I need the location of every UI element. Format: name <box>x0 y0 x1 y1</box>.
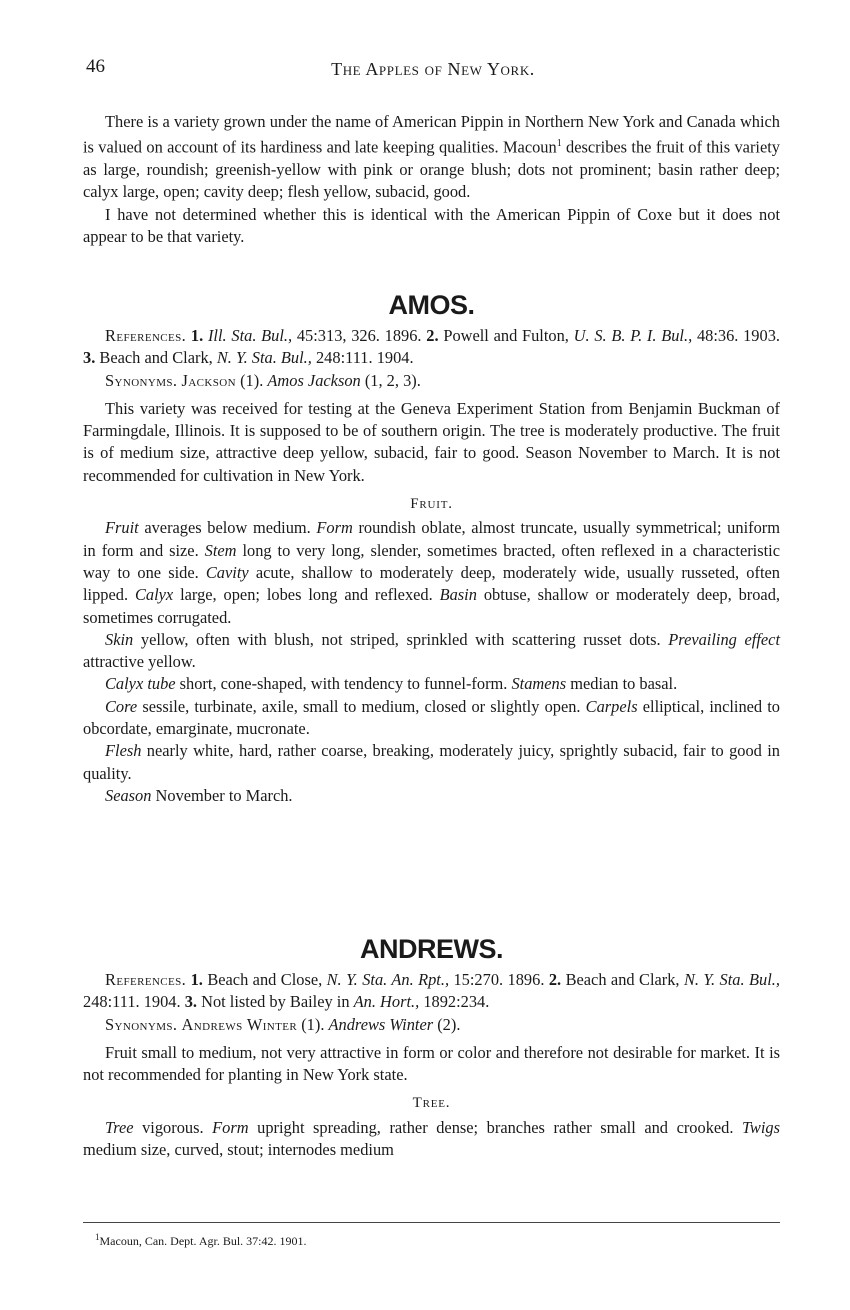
term-text: median to basal. <box>566 674 678 694</box>
term-text: vigorous. <box>133 1117 213 1137</box>
ref-publication: N. Y. Sta. Bul., <box>683 970 780 989</box>
andrews-section <box>83 932 780 1161</box>
term-text: upright spreading, rather dense; branches rather small and crooked. <box>248 1117 743 1137</box>
footnote-text: Macoun, Can. Dept. Agr. Bul. 37:42. 1901. <box>99 1234 307 1248</box>
term: Tree <box>105 1117 134 1137</box>
amos-skin-paragraph <box>83 629 780 674</box>
synonym-ref: (1, 2, 3). <box>364 370 421 390</box>
ref-number: 2. <box>426 326 439 345</box>
term: Form <box>316 518 353 538</box>
term-text: long to very long, slender, sometimes bracted, often reflexed in a characteristic way to one side. <box>83 540 780 582</box>
synonyms-label: Synonyms. <box>105 1014 178 1034</box>
term-text: nearly white, hard, rather coarse, breaking, moderately juicy, sprightly subacid, fair to good in quality. <box>83 741 780 783</box>
ref-author: Beach and Clark, <box>565 970 680 989</box>
term-text: averages below medium. <box>138 518 317 538</box>
andrews-tree-paragraph <box>83 1117 780 1162</box>
intro-paragraph-1 <box>83 111 780 204</box>
ref-citation: 15:270. 1896. <box>453 970 545 989</box>
ref-number: 3. <box>83 348 96 368</box>
amos-description: This variety was received for testing at the Geneva Experiment Station from Benjamin Buckman of Farmingdale, Illinois. It is supposed to be of southern origin. The tree is moderately productive. The fruit is of medium size, attractive deep yellow, subacid, fair to good. Season November to March. It is not recommended for cultivation in New York. <box>83 398 780 485</box>
amos-title: AMOS. <box>388 290 475 320</box>
ref-publication: N. Y. Sta. Bul., <box>216 348 312 368</box>
intro-section <box>83 111 780 248</box>
ref-author: Beach and Clark, <box>99 348 213 368</box>
synonym: Amos Jackson <box>267 370 361 390</box>
running-title: The Apples of New York. <box>331 59 535 79</box>
term: Twigs <box>742 1117 780 1137</box>
ref-citation: 248:111. 1904. <box>315 348 414 368</box>
ref-citation: 248:111. 1904. <box>83 992 181 1012</box>
references-label: References. <box>105 326 187 345</box>
page-header <box>86 56 780 86</box>
ref-citation: 1892:234. <box>423 992 490 1012</box>
footnote-ref: 1 <box>556 138 562 150</box>
intro-text-b: describes the fruit of this variety as large, roundish; greenish-yellow with pink or orange blush; dots not prominent; basin rather deep; calyx large, open; cavity deep; flesh yellow, subacid, good. <box>83 137 780 202</box>
term: Calyx <box>134 585 174 605</box>
amos-section <box>83 288 780 807</box>
intro-text-a: There is a variety grown under the name of American Pippin in Northern New York and Canada which is valued on account of its hardiness and late keeping qualities. Macoun <box>83 112 780 157</box>
term: Flesh <box>105 741 142 761</box>
term: Season <box>105 785 152 805</box>
andrews-tree-heading: Tree. <box>412 1095 451 1112</box>
synonym: Jackson <box>181 370 236 390</box>
intro-paragraph-2: I have not determined whether this is identical with the American Pippin of Coxe but it does not appear to be that variety. <box>83 204 780 246</box>
ref-number: 1. <box>190 326 204 345</box>
andrews-description: Fruit small to medium, not very attractive in form or color and therefore not desirable for market. It is not recommended for planting in New York state. <box>83 1042 780 1085</box>
ref-author: Powell and Fulton, <box>443 326 569 345</box>
term: Calyx tube <box>105 674 176 694</box>
term-text: obtuse, shallow or moderately deep, broad, sometimes corrugated. <box>83 585 780 627</box>
references-label: References. <box>105 970 187 989</box>
term-text: attractive yellow. <box>83 652 196 672</box>
synonym-ref: (2). <box>437 1014 461 1034</box>
andrews-title: ANDREWS. <box>360 934 503 964</box>
amos-fruit-paragraph <box>83 517 780 628</box>
term: Cavity <box>205 562 249 582</box>
ref-number: 2. <box>548 970 562 989</box>
term-text: short, cone-shaped, with tendency to funnel-form. <box>175 674 512 694</box>
amos-fruit-heading: Fruit. <box>410 496 453 513</box>
term: Stem <box>204 540 237 560</box>
andrews-synonyms <box>83 1014 780 1036</box>
ref-number: 1. <box>190 970 203 989</box>
term-text: yellow, often with blush, not striped, sprinkled with scattering russet dots. <box>133 629 669 649</box>
page-number: 46 <box>86 56 105 77</box>
term: Prevailing effect <box>668 629 780 649</box>
amos-flesh-paragraph <box>83 740 780 785</box>
amos-core-paragraph <box>83 696 780 741</box>
ref-citation: 45:313, 326. 1896. <box>296 326 422 345</box>
term: Fruit <box>105 518 139 538</box>
andrews-references <box>83 969 780 1014</box>
ref-author: Not listed by Bailey in <box>201 992 350 1012</box>
term: Stamens <box>511 674 567 694</box>
term-text: acute, shallow to moderately deep, moderately wide, usually russeted, often lipped. <box>83 562 780 605</box>
synonym-ref: (1). <box>240 370 264 390</box>
amos-references <box>83 325 780 370</box>
ref-publication: U. S. B. P. I. Bul., <box>573 326 693 345</box>
synonyms-label: Synonyms. <box>105 370 178 390</box>
term: Form <box>212 1117 249 1137</box>
ref-publication: Ill. Sta. Bul., <box>207 326 293 345</box>
footnote-rule <box>83 1222 780 1223</box>
ref-citation: 48:36. 1903. <box>696 326 780 345</box>
term: Basin <box>439 585 477 605</box>
term-text: sessile, turbinate, axile, small to medium, closed or slightly open. <box>137 696 586 716</box>
amos-synonyms <box>83 370 780 392</box>
term-text: roundish oblate, almost truncate, usually symmetrical; uniform in form and size. <box>83 518 780 560</box>
term-text: elliptical, inclined to obcordate, emarginate, mucronate. <box>83 696 781 739</box>
term: Core <box>105 696 138 716</box>
synonym: Andrews Winter <box>328 1014 434 1034</box>
ref-publication: N. Y. Sta. An. Rpt., <box>326 970 450 989</box>
ref-publication: An. Hort., <box>353 992 420 1012</box>
term-text: November to March. <box>151 785 293 805</box>
footnote-mark: 1 <box>95 1232 100 1242</box>
amos-calyx-paragraph <box>83 673 780 695</box>
footnote <box>95 1229 307 1249</box>
term: Carpels <box>585 696 638 716</box>
ref-number: 3. <box>184 992 197 1012</box>
ref-author: Beach and Close, <box>207 970 323 989</box>
term-text: large, open; lobes long and reflexed. <box>173 585 440 605</box>
term-text: medium size, curved, stout; internodes medium <box>83 1140 394 1160</box>
amos-season-paragraph <box>83 785 780 807</box>
synonym-ref: (1). <box>301 1014 325 1034</box>
term: Skin <box>105 629 134 649</box>
synonym: Andrews Winter <box>181 1014 298 1034</box>
